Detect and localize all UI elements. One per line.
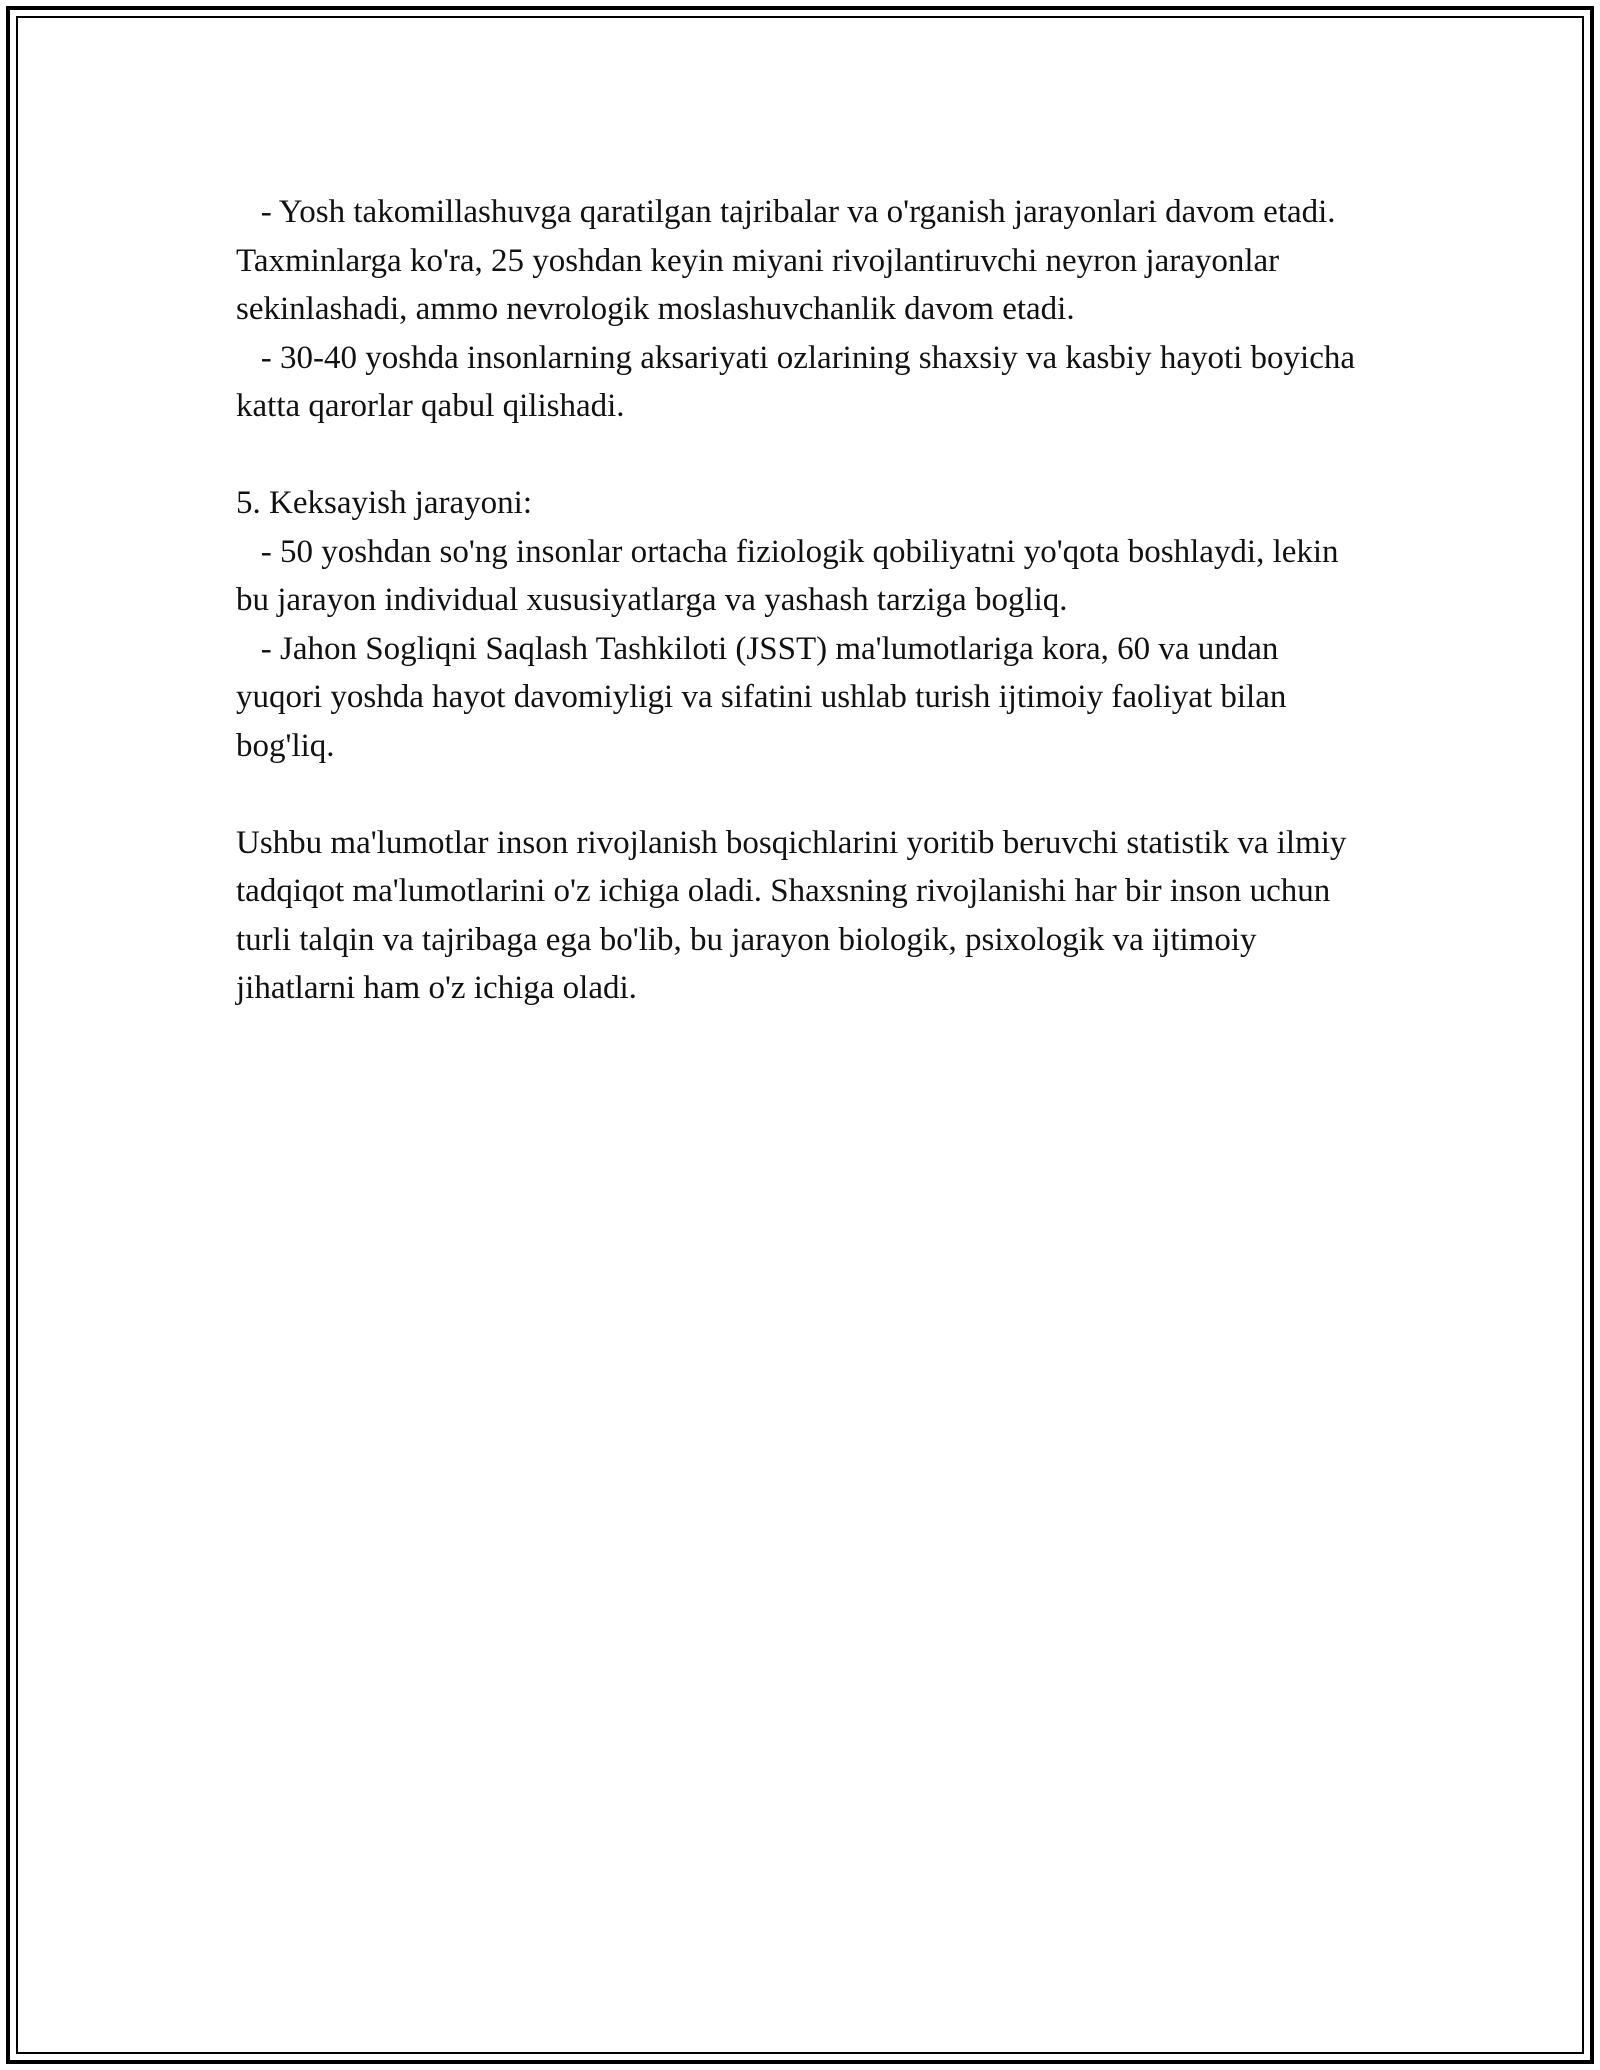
paragraph-spacer: [236, 431, 1366, 480]
paragraph-spacer: [236, 770, 1366, 819]
bullet-adult-decisions: - 30-40 yoshda insonlarning aksariyati ozlarining shaxsiy va kasbiy hayoti boyicha katta qarorlar qabul qilishadi.: [236, 339, 1364, 424]
bullet-youth-development: - Yosh takomillashuvga qaratilgan tajribalar va o'rganish jarayonlari davom etadi. Taxminlarga ko'ra, 25 yoshdan keyin miyani rivojlantiruvchi neyron jarayonlar sekinlashadi, ammo nevrologik moslashuvchanlik davom etadi.: [236, 194, 1344, 327]
conclusion-paragraph: Ushbu ma'lumotlar inson rivojlanish bosqichlarini yoritib beruvchi statistik va ilmiy tadqiqot ma'lumotlarini o'z ichiga oladi. Shaxsning rivojlanishi har bir inson uchun turli talqin va tajribaga ega bo'lib, bu jarayon biologik, psixologik va ijtimoiy jihatlarni ham o'z ichiga oladi.: [236, 824, 1355, 1006]
document-body: [236, 188, 1366, 1013]
section-heading-aging: 5. Keksayish jarayoni:: [236, 485, 533, 521]
bullet-aging-physiology: - 50 yoshdan so'ng insonlar ortacha fiziologik qobiliyatni yo'qota boshlaydi, lekin bu jarayon individual xususiyatlarga va yashash tarziga bogliq.: [236, 533, 1347, 618]
bullet-who-data: - Jahon Sogliqni Saqlash Tashkiloti (JSST) ma'lumotlariga kora, 60 va undan yuqori yoshda hayot davomiyligi va sifatini ushlab turish ijtimoiy faoliyat bilan bog'liq.: [236, 630, 1295, 764]
